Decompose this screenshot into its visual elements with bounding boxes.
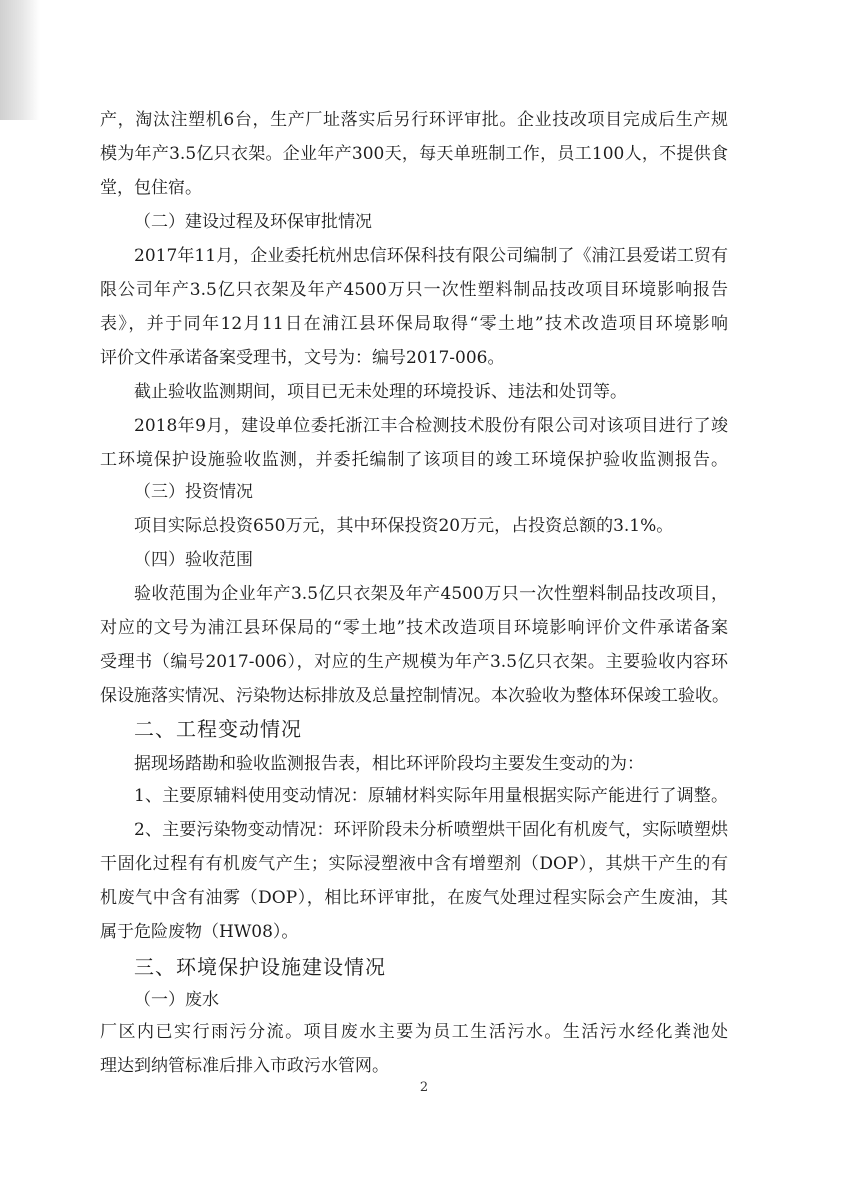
text-line: 模为年产3.5亿只衣架。企业年产300天，每天单班制工作，员工100人，不提供食 (100, 144, 728, 164)
scan-shadow (0, 0, 40, 120)
section-heading: （二）建设过程及环保审批情况 (134, 212, 372, 232)
text-line: 项目实际总投资650万元，其中环保投资20万元，占投资总额的3.1%。 (134, 516, 674, 536)
chapter-heading: 三、环境保护设施建设情况 (134, 955, 386, 979)
page-number: 2 (419, 1080, 429, 1095)
text-line: 属于危险废物（HW08）。 (100, 922, 299, 942)
text-line: 验收范围为企业年产3.5亿只衣架及年产4500万只一次性塑料制品技改项目， (134, 584, 728, 604)
text-line: 2、主要污染物变动情况：环评阶段未分析喷塑烘干固化有机废气，实际喷塑烘 (134, 820, 728, 840)
text-line: 产，淘汰注塑机6台，生产厂址落实后另行环评审批。企业技改项目完成后生产规 (100, 110, 728, 130)
text-line: 据现场踏勘和验收监测报告表，相比环评阶段均主要发生变动的为： (134, 754, 644, 774)
section-heading: （三）投资情况 (134, 482, 253, 502)
text-line: 保设施落实情况、污染物达标排放及总量控制情况。本次验收为整体环保竣工验收。 (100, 686, 729, 706)
text-line: 截止验收监测期间，项目已无未处理的环境投诉、违法和处罚等。 (134, 382, 627, 402)
text-line: 工环境保护设施验收监测，并委托编制了该项目的竣工环境保护验收监测报告。 (100, 450, 728, 470)
text-line: 限公司年产3.5亿只衣架及年产4500万只一次性塑料制品技改项目环境影响报告 (100, 280, 728, 300)
text-line: 对应的文号为浦江县环保局的“零土地”技术改造项目环境影响评价文件承诺备案 (100, 618, 728, 638)
text-line: 厂区内已实行雨污分流。项目废水主要为员工生活污水。生活污水经化粪池处 (100, 1022, 728, 1042)
chapter-heading: 二、工程变动情况 (134, 717, 302, 741)
section-heading: （一）废水 (134, 990, 219, 1010)
text-line: 干固化过程有有机废气产生；实际浸塑液中含有增塑剂（DOP），其烘干产生的有 (100, 854, 728, 874)
text-line: 堂，包住宿。 (100, 178, 202, 198)
text-line: 表》，并于同年12月11日在浦江县环保局取得“零土地”技术改造项目环境影响 (100, 314, 728, 334)
section-heading: （四）验收范围 (134, 550, 253, 570)
text-line: 受理书（编号2017-006），对应的生产规模为年产3.5亿只衣架。主要验收内容环 (100, 652, 728, 672)
text-line: 1、主要原辅料使用变动情况：原辅材料实际年用量根据实际产能进行了调整。 (134, 786, 728, 806)
text-line: 2018年9月，建设单位委托浙江丰合检测技术股份有限公司对该项目进行了竣 (134, 416, 728, 436)
text-line: 机废气中含有油雾（DOP），相比环评审批，在废气处理过程实际会产生废油，其 (100, 888, 728, 908)
text-line: 理达到纳管标准后排入市政污水管网。 (100, 1056, 389, 1076)
text-line: 评价文件承诺备案受理书，文号为：编号2017-006。 (100, 348, 505, 368)
text-line: 2017年11月，企业委托杭州忠信环保科技有限公司编制了《浦江县爱诺工贸有 (134, 246, 728, 266)
